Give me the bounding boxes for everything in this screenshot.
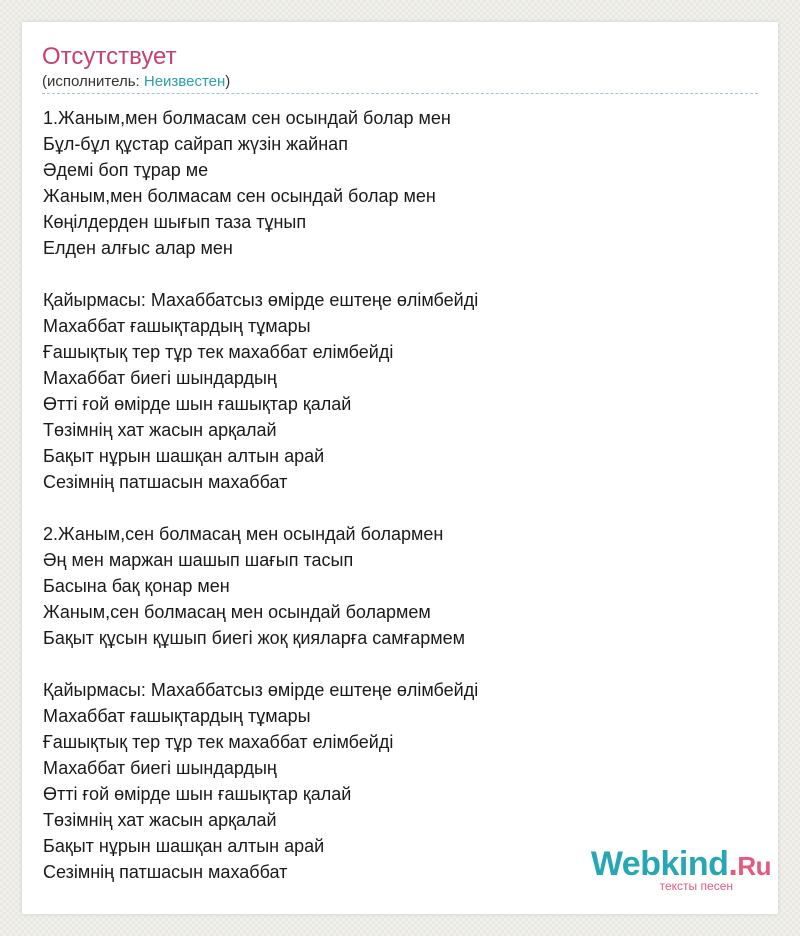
lyric-line: Жаным,мен болмасам сен осындай болар мен (43, 186, 436, 206)
lyric-line: Ғашықтық тер тұр тек махаббат елімбейді (43, 342, 394, 362)
lyric-line: Бақыт құсын құшып биегі жоқ қияларға самғармем (43, 628, 466, 648)
lyric-line: Жаным,сен болмасаң мен осындай болармем (43, 602, 431, 622)
logo-dot: . (728, 845, 738, 883)
lyric-line: Бақыт нұрын шашқан алтын арай (43, 836, 325, 856)
lyrics-card (22, 22, 778, 914)
artist-link[interactable]: Неизвестен (143, 73, 226, 90)
lyric-line: Қайырмасы: Махаббатсыз өмірде ештеңе өлімбейді (43, 290, 479, 310)
song-title: Отсутствует (42, 43, 177, 70)
lyric-line: Төзімнің хат жасын арқалай (43, 420, 277, 440)
lyric-line: Махаббат биегі шындардың (43, 758, 277, 778)
lyric-blank-line (43, 495, 763, 521)
lyrics-text (43, 105, 763, 885)
lyric-line: Сезімнің патшасын махаббат (43, 862, 288, 882)
lyric-line: 1.Жаным,мен болмасам сен осындай болар мен (43, 108, 451, 128)
lyric-blank-line (43, 261, 763, 287)
lyric-line: Өтті ғой өмірде шын ғашықтар қалай (43, 784, 352, 804)
lyric-line: Бұл-бұл құстар сайрап жүзін жайнап (43, 134, 348, 154)
title-divider (42, 93, 758, 94)
lyric-line: Елден алғыс алар мен (43, 238, 233, 258)
artist-prefix: (исполнитель: (42, 73, 144, 90)
logo-tagline: тексты песен (659, 879, 733, 893)
lyric-line: Бақыт нұрын шашқан алтын арай (43, 446, 325, 466)
lyric-line: Әдемі боп тұрар ме (43, 160, 209, 180)
lyric-line: Өтті ғой өмірде шын ғашықтар қалай (43, 394, 352, 414)
artist-line (42, 73, 230, 91)
lyric-line: Төзімнің хат жасын арқалай (43, 810, 277, 830)
lyric-line: Ғашықтық тер тұр тек махаббат елімбейді (43, 732, 394, 752)
lyric-line: Әң мен маржан шашып шағып тасып (43, 550, 354, 570)
lyric-blank-line (43, 651, 763, 677)
webkind-logo[interactable] (590, 845, 771, 893)
lyric-line: Махаббат ғашықтардың тұмары (43, 316, 311, 336)
artist-suffix: ) (225, 73, 231, 90)
logo-word: Webkind (590, 845, 729, 883)
lyric-line: Көңілдерден шығып таза тұнып (43, 212, 307, 232)
lyric-line: Қайырмасы: Махаббатсыз өмірде ештеңе өлімбейді (43, 680, 479, 700)
lyric-line: Махаббат биегі шындардың (43, 368, 277, 388)
lyric-line: Махаббат ғашықтардың тұмары (43, 706, 311, 726)
lyric-line: 2.Жаным,сен болмасаң мен осындай болармен (43, 524, 444, 544)
logo-tld: Ru (737, 851, 771, 881)
lyric-line: Сезімнің патшасын махаббат (43, 472, 288, 492)
lyric-line: Басына бақ қонар мен (43, 576, 230, 596)
